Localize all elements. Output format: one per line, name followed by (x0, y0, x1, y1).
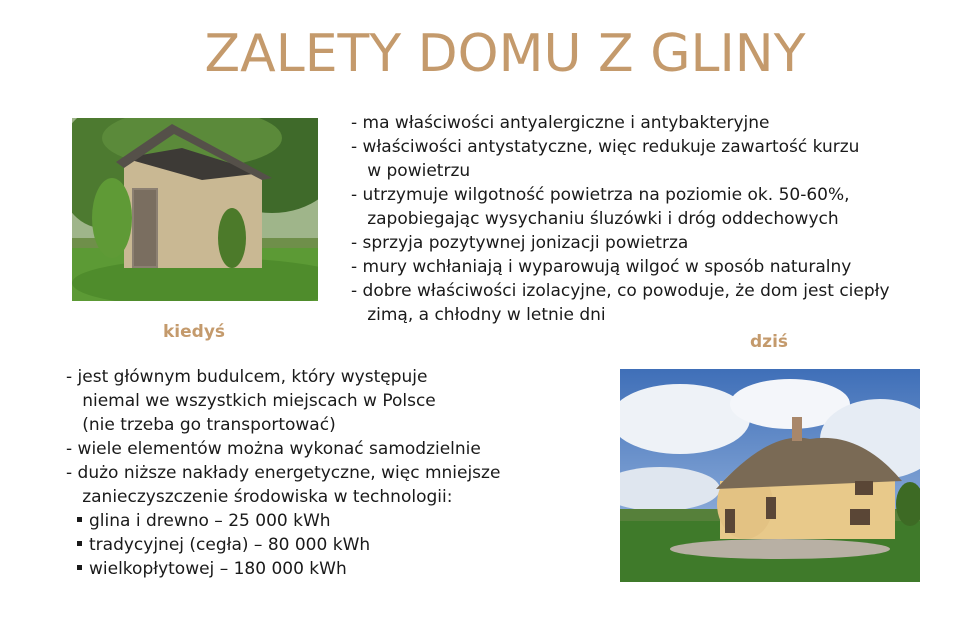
slide-title: ZALETY DOMU Z GLINY (204, 24, 806, 84)
modern-clay-house-photo (620, 369, 920, 582)
list-item: zimą, a chłodny w letnie dni (351, 305, 606, 325)
list-item: - mury wchłaniają i wyparowują wilgoć w sposób naturalny (351, 257, 852, 277)
list-item: - ma właściwości antyalergiczne i antybakteryjne (351, 113, 770, 133)
caption-present: dziś (750, 332, 789, 352)
caption-past: kiedyś (163, 322, 226, 342)
list-item: - właściwości antystatyczne, więc redukuje zawartość kurzu (351, 137, 860, 157)
list-item: - jest głównym budulcem, który występuje (66, 367, 428, 387)
list-item: - utrzymuje wilgotność powietrza na poziomie ok. 50-60%, (351, 185, 850, 205)
list-item: zapobiegając wysychaniu śluzówki i dróg oddechowych (351, 209, 839, 229)
list-item: niemal we wszystkich miejscach w Polsce (66, 391, 436, 411)
list-item: zanieczyszczenie środowiska w technologii: (66, 487, 453, 507)
energy-item: wielkopłytowej – 180 000 kWh (66, 557, 500, 581)
energy-item: tradycyjnej (cegła) – 80 000 kWh (66, 533, 500, 557)
list-item: - dużo niższe nakłady energetyczne, więc mniejsze (66, 463, 501, 483)
old-clay-house-photo (72, 118, 318, 301)
list-item: (nie trzeba go transportować) (66, 415, 336, 435)
advantages-list (351, 111, 890, 327)
list-item: - dobre właściwości izolacyjne, co powoduje, że dom jest ciepły (351, 281, 890, 301)
list-item: w powietrzu (351, 161, 471, 181)
list-item: - sprzyja pozytywnej jonizacji powietrza (351, 233, 689, 253)
energy-item: glina i drewno – 25 000 kWh (66, 509, 500, 533)
list-item: - wiele elementów można wykonać samodzielnie (66, 439, 481, 459)
past-points-list (66, 365, 500, 581)
